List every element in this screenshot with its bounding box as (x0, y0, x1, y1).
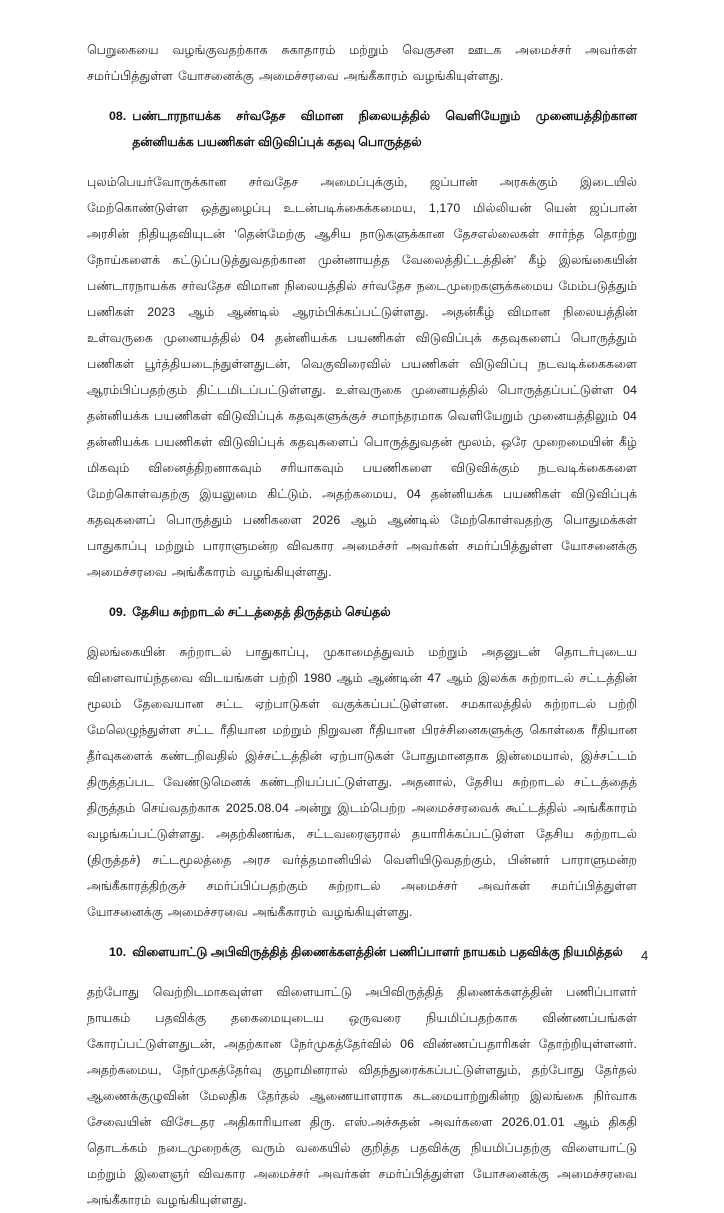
section-title: பண்டாரநாயக்க சர்வதேச விமான நிலையத்தில் வெளியேறும் முனையத்திற்கான தன்னியக்க பயணிகள் விடுவிப்புக் கதவு பொருத்தல் (132, 109, 637, 149)
section-heading-09 (109, 599, 637, 625)
page-number: 4 (641, 948, 649, 963)
section-number: 09. (109, 605, 127, 619)
section-number: 08. (109, 109, 127, 123)
section-heading-10 (109, 939, 637, 965)
section-title: விளையாட்டு அபிவிருத்தித் திணைக்களத்தின் பணிப்பாளர் நாயகம் பதவிக்கு நியமித்தல் (132, 945, 623, 959)
section-heading-08 (109, 103, 637, 155)
section-body-09: இலங்கையின் சுற்றாடல் பாதுகாப்பு, முகாமைத்துவம் மற்றும் அதனுடன் தொடர்புடைய விளைவாய்ந்தவை விடயங்கள் பற்றி 1980 ஆம் ஆண்டின் 47 ஆம் இலக்க சுற்றாடல் சட்டத்தின் மூலம் தேவையான சட்ட ஏற்பாடுகள் வகுக்கப்பட்டுள்ளன. சமகாலத்தில் சுற்றாடல் பற்றி மேலெழுந்துள்ள சட்ட ரீதியான மற்றும் நிறுவன ரீதியான பிரச்சினைகளுக்கு கொள்கை ரீதியான தீர்வுகளைக் கண்டறிவதில் இச்சட்டத்தின் ஏற்பாடுகள் போதுமானதாக இன்மையால், இச்சட்டம் திருத்தப்பட வேண்டுமெனக் கண்டறியப்பட்டுள்ளது. அதனால், தேசிய சுற்றாடல் சட்டத்தைத் திருத்தம் செய்வதற்காக 2025.08.04 அன்று இடம்பெற்ற அமைச்சரவைக் கூட்டத்தில் அங்கீகாரம் வழங்கப்பட்டுள்ளது. அதற்கிணங்க, சட்டவரைஞரால் தயாரிக்கப்பட்டுள்ள தேசிய சுற்றாடல் (திருத்தச்) சட்டமூலத்தை அரச வர்த்தமானியில் வெளியிடுவதற்கும், பின்னர் பாராளுமன்ற அங்கீகாரத்திற்குச் சமர்ப்பிப்பதற்கும் சுற்றாடல் அமைச்சர் அவர்கள் சமர்ப்பித்துள்ள யோசனைக்கு அமைச்சரவை அங்கீகாரம் வழங்கியுள்ளது. (87, 645, 637, 919)
section-number: 10. (109, 945, 127, 959)
document-page (87, 37, 637, 1213)
section-body-08: புலம்பெயர்வோருக்கான சர்வதேச அமைப்புக்கும், ஜப்பான் அரசுக்கும் இடையில் மேற்கொண்டுள்ள ஒத்துழைப்பு உடன்படிக்கைக்கமைய, 1,170 மில்லியன் யென் ஜப்பான் அரசின் நிதியுதவியுடன் ‘தென்மேற்கு ஆசிய நாடுகளுக்கான தேசஎல்லைகள் சார்ந்த தொற்று நோய்களைக் கட்டுப்படுத்துவதற்கான முன்னாயத்த வேலைத்திட்டத்தின்’ கீழ் இலங்கையின் பண்டாரநாயக்க சர்வதேச விமான நிலையத்தில் சர்வதேச நடைமுறைகளுக்கமைய மேம்படுத்தும் பணிகள் 2023 ஆம் ஆண்டில் ஆரம்பிக்கப்பட்டுள்ளது. அதன்கீழ் விமான நிலையத்தின் உள்வருகை முனையத்தில் 04 தன்னியக்க பயணிகள் விடுவிப்புக் கதவுகளைப் பொருத்தும் பணிகள் பூர்த்தியடைந்துள்ளதுடன், வெகுவிரைவில் பயணிகள் விடுவிப்பு நடவடிக்கைகளை ஆரம்பிப்பதற்கும் திட்டமிடப்பட்டுள்ளது. உள்வருகை முனையத்தில் பொருத்தப்பட்டுள்ள 04 தன்னியக்க பயணிகள் விடுவிப்புக் கதவுகளுக்குச் சமாந்தரமாக வெளியேறும் முனையத்திலும் 04 தன்னியக்க பயணிகள் விடுவிப்புக் கதவுகளைப் பொருத்துவதன் மூலம், ஒரே முறைமையின் கீழ் மிகவும் வினைத்திறனாகவும் சரியாகவும் பயணிகளை விடுவிக்கும் நடவடிக்கைகளை மேற்கொள்வதற்கு இயலுமை கிட்டும். அதற்கமைய, 04 தன்னியக்க பயணிகள் விடுவிப்புக் கதவுகளைப் பொருத்தும் பணிகளை 2026 ஆம் ஆண்டில் மேற்கொள்வதற்கு பொதுமக்கள் பாதுகாப்பு மற்றும் பாராளுமன்ற விவகார அமைச்சர் அவர்கள் சமர்ப்பித்துள்ள யோசனைக்கு அமைச்சரவை அங்கீகாரம் வழங்கியுள்ளது. (87, 175, 637, 579)
section-body-10: தற்போது வெற்றிடமாகவுள்ள விளையாட்டு அபிவிருத்தித் திணைக்களத்தின் பணிப்பாளர் நாயகம் பதவிக்கு தகைமையுடைய ஒருவரை நியமிப்பதற்காக விண்ணப்பங்கள் கோரப்பட்டுள்ளதுடன், அதற்கான நேர்முகத்தேர்வில் 06 விண்ணப்பதாரிகள் தோற்றியுள்ளனர். அதற்கமைய, நேர்முகத்தேர்வு குழாமினரால் விதந்துரைக்கப்பட்டுள்ளதும், தற்போது தேர்தல் ஆணைக்குழுவின் மேலதிக தேர்தல் ஆணையாளராக கடமையாற்றுகின்ற இலங்கை நிர்வாக சேவையின் விசேடதர அதிகாரியான திரு. எஸ்.அச்சுதன் அவர்களை 2026.01.01 ஆம் திகதி தொடக்கம் நடைமுறைக்கு வரும் வகையில் குறித்த பதவிக்கு நியமிப்பதற்கு விளையாட்டு மற்றும் இளைஞர் விவகார அமைச்சர் அவர்கள் சமர்ப்பித்துள்ள யோசனைக்கு அமைச்சரவை அங்கீகாரம் வழங்கியுள்ளது. (87, 985, 637, 1207)
intro-paragraph: பெறுகையை வழங்குவதற்காக சுகாதாரம் மற்றும் வெகுசன ஊடக அமைச்சர் அவர்கள் சமர்ப்பித்துள்ள யோசனைக்கு அமைச்சரவை அங்கீகாரம் வழங்கியுள்ளது. (87, 43, 637, 83)
section-title: தேசிய சுற்றாடல் சட்டத்தைத் திருத்தம் செய்தல் (132, 605, 391, 619)
